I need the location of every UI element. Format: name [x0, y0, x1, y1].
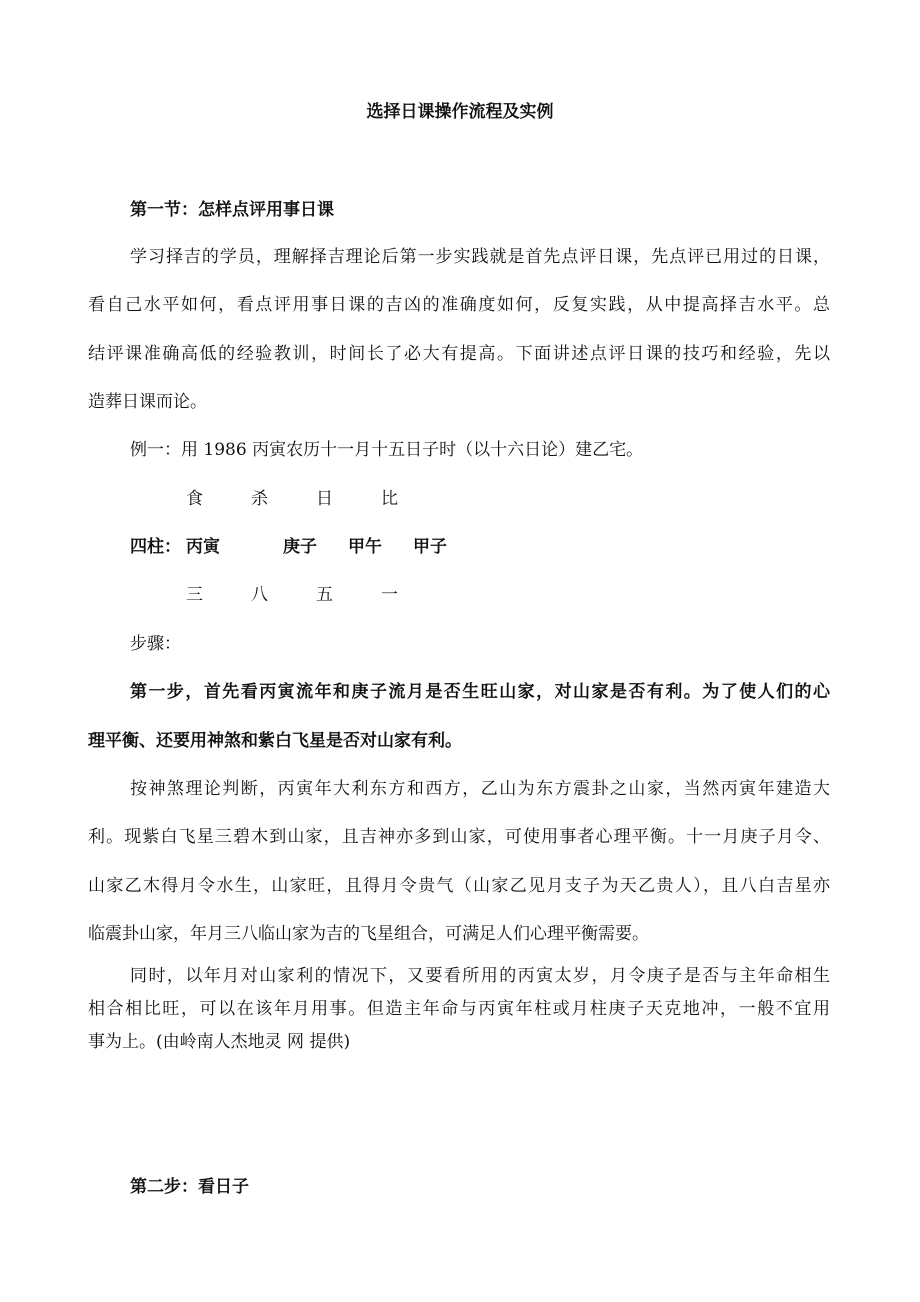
ten-god-cell: 比: [381, 489, 398, 509]
ten-god-cell: 杀: [251, 489, 268, 509]
star-number-cell: 五: [316, 585, 333, 605]
paragraph-line: 学习择吉的学员，理解择吉理论后第一步实践就是首先点评日课，先点评已用过的日课，: [130, 247, 830, 267]
paragraph-line: 造葬日课而论。: [88, 392, 207, 412]
paragraph-line: 相合相比旺，可以在该年月用事。但造主年命与丙寅年柱或月柱庚子天克地冲，一般不宜用: [88, 999, 830, 1019]
paragraph-line: 利。现紫白飞星三碧木到山家，且吉神亦多到山家，可使用事者心理平衡。十一月庚子月令、: [88, 827, 830, 847]
paragraph-line: 结评课准确高低的经验教训，时间长了必大有提高。下面讲述点评日课的技巧和经验，先以: [88, 344, 830, 364]
step-heading-line: 理平衡、还要用神煞和紫白飞星是否对山家有利。: [88, 731, 462, 751]
section-heading: 第一节：怎样点评用事日课: [130, 200, 334, 220]
pillar-cell: 庚子: [283, 537, 317, 557]
step-heading-line: 第一步，首先看丙寅流年和庚子流月是否生旺山家，对山家是否有利。为了使人们的心: [130, 682, 830, 702]
document-title: 选择日课操作流程及实例: [366, 102, 554, 122]
pillar-cell: 甲子: [413, 537, 447, 557]
pillar-cell: 甲午: [348, 537, 382, 557]
pillars-label: 四柱：: [130, 537, 181, 557]
steps-label: 步骤：: [130, 634, 181, 654]
ten-god-cell: 日: [316, 489, 333, 509]
example-line: 例一：用 1986 丙寅农历十一月十五日子时（以十六日论）建乙宅。: [130, 440, 644, 460]
paragraph-line: 同时，以年月对山家利的情况下，又要看所用的丙寅太岁，月令庚子是否与主年命相生: [130, 966, 830, 986]
star-number-cell: 八: [251, 585, 268, 605]
paragraph-line: 事为上。(由岭南人杰地灵 网 提供): [88, 1032, 351, 1052]
star-number-cell: 三: [186, 585, 203, 605]
pillar-cell: 丙寅: [186, 537, 220, 557]
paragraph-line: 山家乙木得月令水生，山家旺，且得月令贵气（山家乙见月支子为天乙贵人），且八白吉星亦: [88, 876, 830, 896]
star-number-cell: 一: [381, 585, 398, 605]
section-heading: 第二步：看日子: [130, 1177, 249, 1197]
ten-god-cell: 食: [186, 489, 203, 509]
paragraph-line: 看自己水平如何，看点评用事日课的吉凶的准确度如何，反复实践，从中提高择吉水平。总: [88, 295, 830, 315]
paragraph-line: 按神煞理论判断，丙寅年大利东方和西方，乙山为东方震卦之山家，当然丙寅年建造大: [130, 779, 830, 799]
paragraph-line: 临震卦山家，年月三八临山家为吉的飞星组合，可满足人们心理平衡需要。: [88, 924, 649, 944]
